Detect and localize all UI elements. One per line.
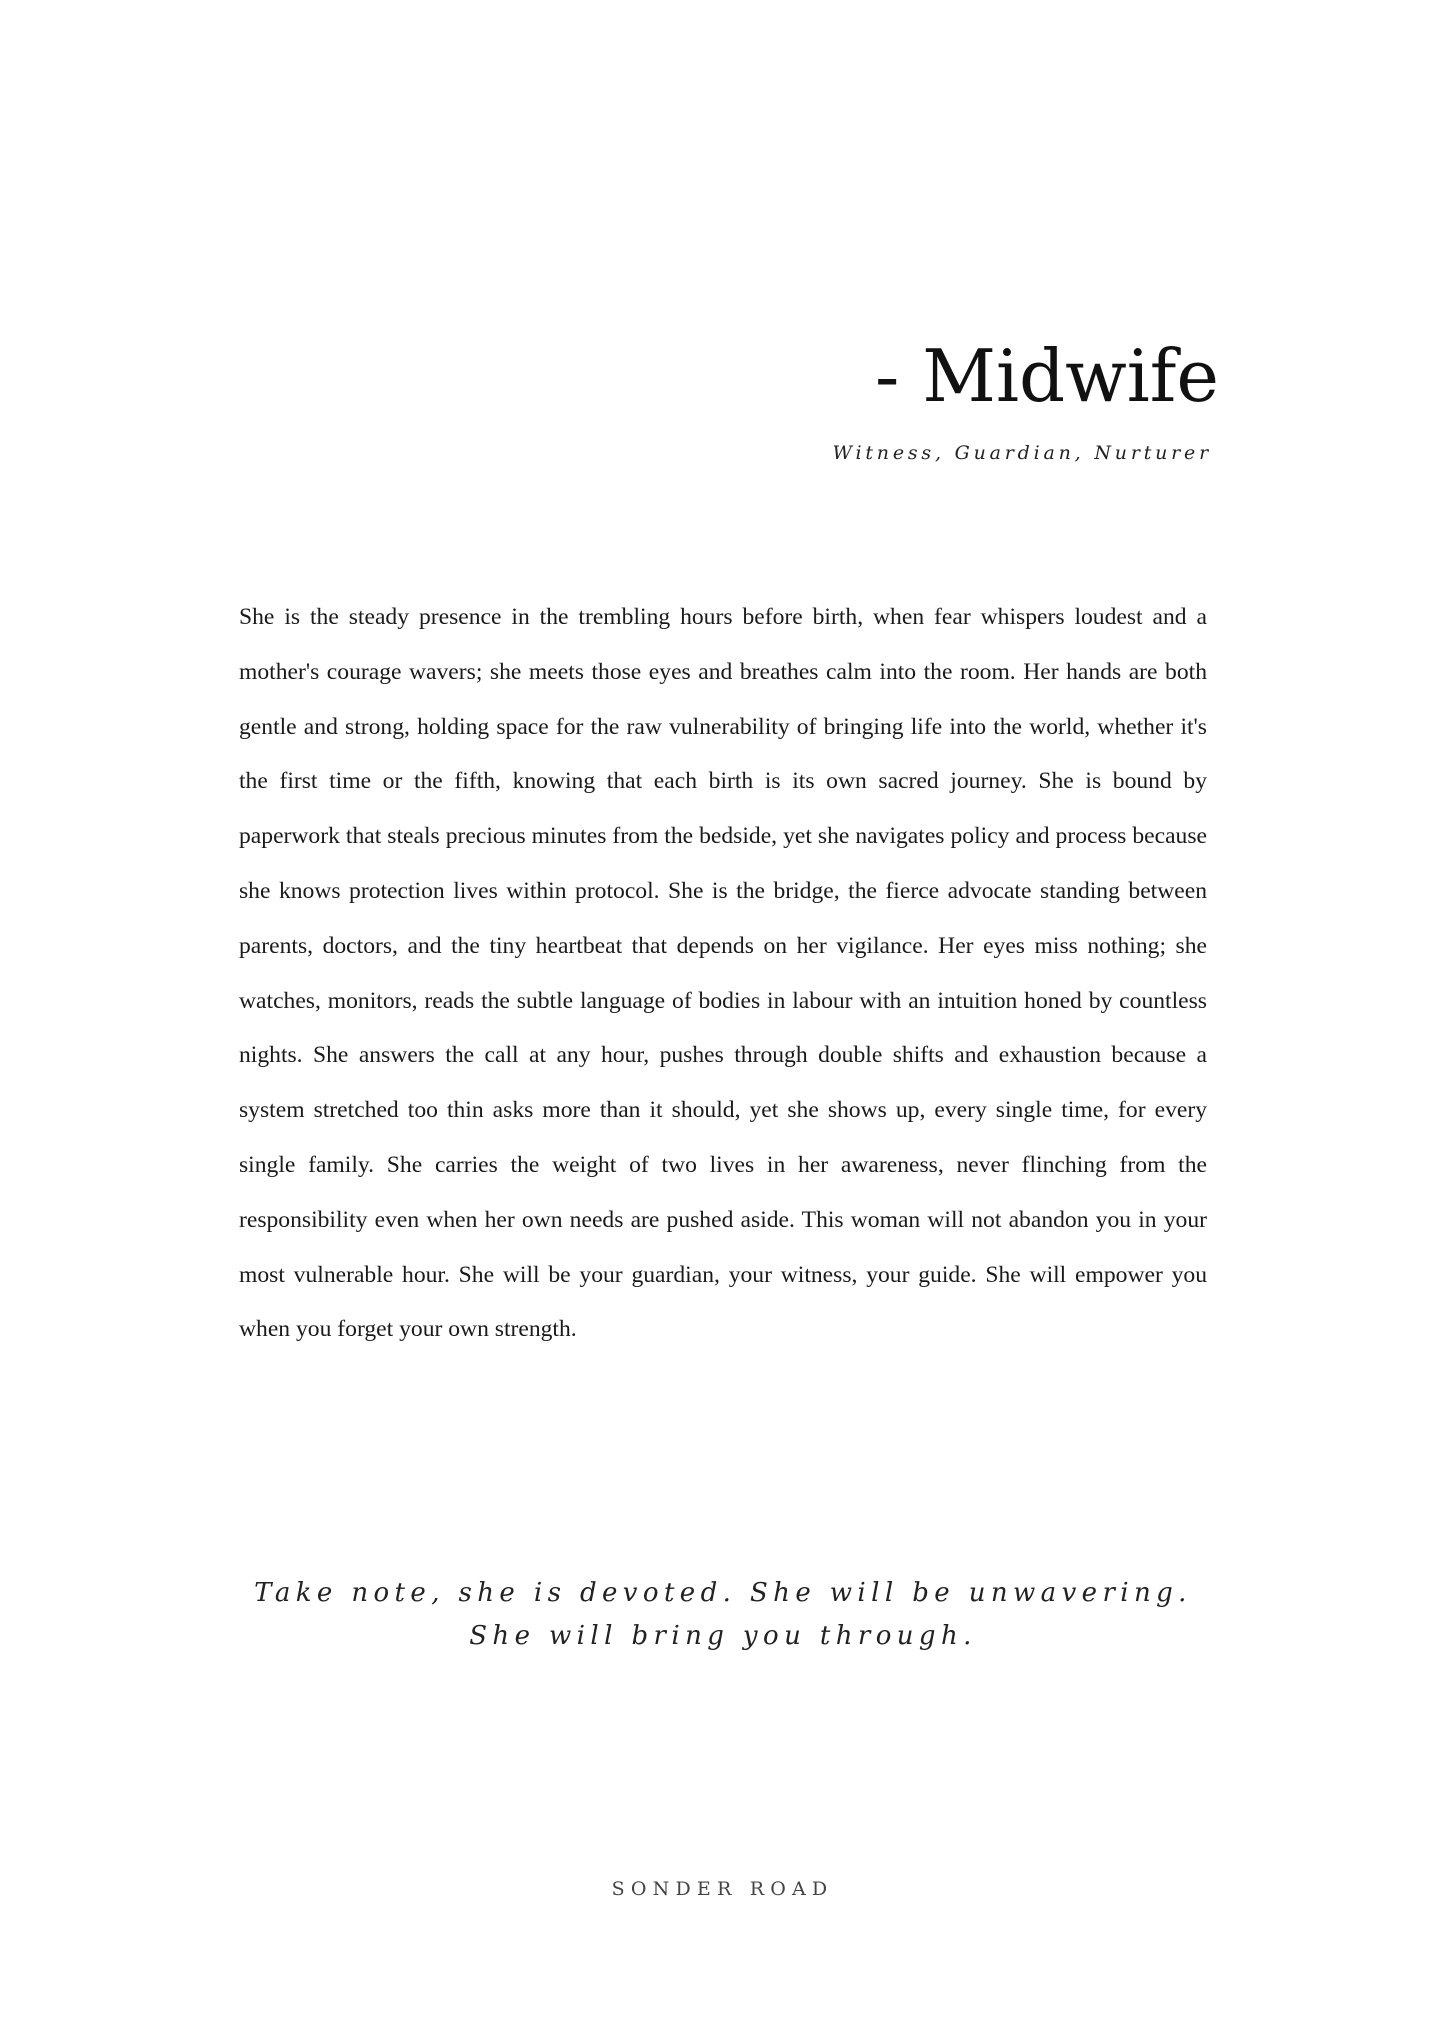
page-title: - Midwife xyxy=(875,334,1219,418)
body-paragraph: She is the steady presence in the trembling hours before birth, when fear whispers loudest and a mother's courage wavers; she meets those eyes and breathes calm into the room. Her hands are both gentle and strong, holding space for the raw vulnerability of bringing life into the world, whether it's the first time or the fifth, knowing that each birth is its own sacred journey. She is bound by paperwork that steals precious minutes from the bedside, yet she navigates policy and process because she knows protection lives within protocol. She is the bridge, the fierce advocate standing between parents, doctors, and the tiny heartbeat that depends on her vigilance. Her eyes miss nothing; she watches, monitors, reads the subtle language of bodies in labour with an intuition honed by countless nights. She answers the call at any hour, pushes through double shifts and exhaustion because a system stretched too thin asks more than it should, yet she shows up, every single time, for every single family. She carries the weight of two lives in her awareness, never flinching from the responsibility even when her own needs are pushed aside. This woman will not abandon you in your most vulnerable hour. She will be your guardian, your witness, your guide. She will empower you when you forget your own strength. xyxy=(239,604,1207,1343)
brand-footer: SONDER ROAD xyxy=(611,1878,834,1900)
page-subtitle: Witness, Guardian, Nurturer xyxy=(832,442,1212,464)
closing-quote: Take note, she is devoted. She will be unwavering. She will bring you through. xyxy=(254,1578,1192,1651)
